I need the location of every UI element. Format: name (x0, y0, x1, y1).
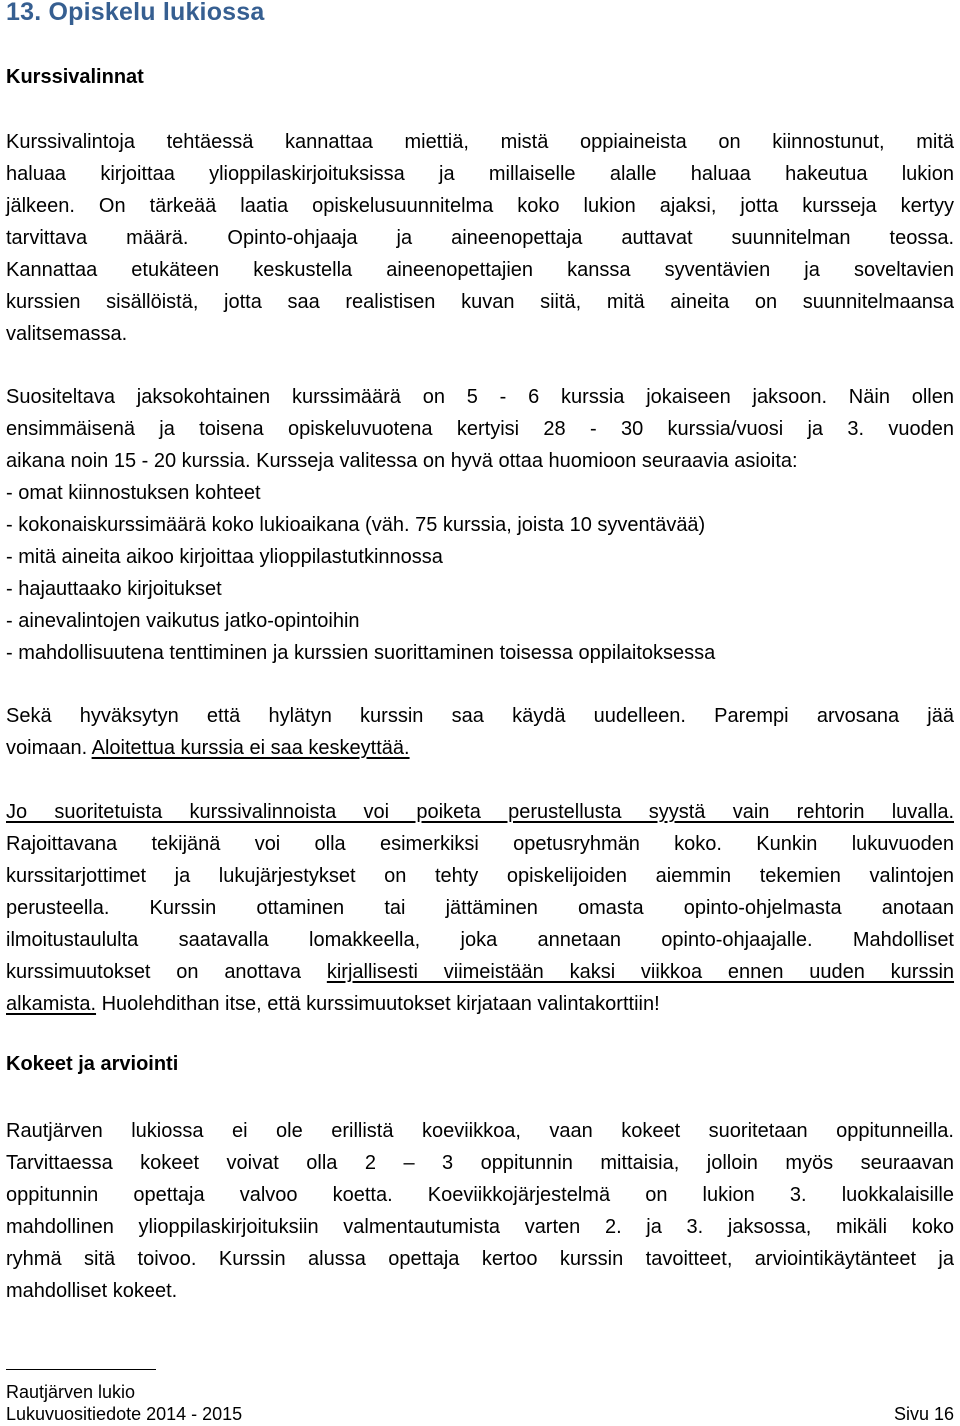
text-line: Tarvittaessa kokeet voivat olla 2 – 3 oppitunnin mittaisia, jolloin myös seuraavan (6, 1152, 954, 1174)
text-line: kurssitarjottimet ja lukujärjestykset on tehty opiskelijoiden aiemmin tekemien valintojen (6, 865, 954, 887)
section-heading-kokeet: Kokeet ja arviointi (6, 1053, 179, 1075)
text-line: mahdolliset kokeet. (6, 1280, 178, 1302)
list-item: - mahdollisuutena tenttiminen ja kurssien suorittaminen toisessa oppilaitoksessa (6, 642, 716, 664)
text-line (6, 796, 954, 828)
text-line: Rautjärven lukiossa ei ole erillistä koeviikkoa, vaan kokeet suoritetaan oppitunneilla. (6, 1120, 954, 1142)
section-heading-kurssivalinnat: Kurssivalinnat (6, 66, 144, 88)
footer-page-number: Sivu 16 (893, 1404, 954, 1424)
underlined-rule: alkamista. (6, 993, 97, 1015)
list-item: - hajauttaako kirjoitukset (6, 578, 222, 600)
footer-document: Lukuvuositiedote 2014 - 2015 (6, 1404, 243, 1424)
text-line: ryhmä sitä toivoo. Kurssin alussa opettaja kertoo kurssin tavoitteet, arviointikäytänteet ja (6, 1248, 954, 1270)
text-line: aikana noin 15 - 20 kurssia. Kursseja valitessa on hyvä ottaa huomioon seuraavia asioita: (6, 450, 798, 472)
footer-school: Rautjärven lukio (6, 1382, 136, 1402)
text-line: voimaan. Aloitettua kurssia ei saa keskeyttää. (6, 737, 410, 759)
list-item: - ainevalintojen vaikutus jatko-opintoihin (6, 610, 360, 632)
text-line: ilmoitustaululta saatavalla lomakkeella, joka annetaan opinto-ohjaajalle. Mahdolliset (6, 929, 954, 951)
text-line: oppitunnin opettaja valvoo koetta. Koeviikkojärjestelmä on lukion 3. luokkalaisille (6, 1184, 954, 1206)
text-line: ensimmäisenä ja toisena opiskeluvuotena kertyisi 28 - 30 kurssia/vuosi ja 3. vuoden (6, 418, 954, 440)
list-item: - kokonaiskurssimäärä koko lukioaikana (väh. 75 kurssia, joista 10 syventävää) (6, 514, 706, 536)
text-line: alkamista. Huolehdithan itse, että kurssimuutokset kirjataan valintakorttiin! (6, 993, 660, 1015)
paragraph-kurssimaara (6, 381, 954, 669)
text-line: kurssien sisällöistä, jotta saa realistisen kuvan siitä, mitä aineita on suunnitelmaansa (6, 291, 954, 313)
text-line: kurssimuutokset on anottava kirjallisesti viimeistään kaksi viikkoa ennen uuden kurssin (6, 961, 955, 983)
paragraph-kokeet (6, 1115, 954, 1307)
underlined-rule: kirjallisesti viimeistään kaksi viikkoa ennen uuden kurssin (326, 961, 955, 983)
underlined-rule: Aloitettua kurssia ei saa keskeyttää. (91, 737, 410, 759)
underlined-rule: Jo suoritetuista kurssivalinnoista voi poiketa perustellusta syystä vain rehtorin luvalla. (6, 801, 954, 823)
paragraph-uusiminen (6, 700, 954, 764)
text-line: haluaa kirjoittaa ylioppilaskirjoituksissa ja millaiselle alalle haluaa hakeutua lukion (6, 163, 954, 185)
text-line: Suositeltava jaksokohtainen kurssimäärä on 5 - 6 kurssia jokaiseen jaksoon. Näin ollen (6, 386, 954, 408)
list-item: - omat kiinnostuksen kohteet (6, 482, 261, 504)
text-line: mahdollinen ylioppilaskirjoituksiin valmentautumista varten 2. ja 3. jaksossa, mikäli koko (6, 1216, 954, 1238)
text-line: Kurssivalintoja tehtäessä kannattaa miettiä, mistä oppiaineista on kiinnostunut, mitä (6, 131, 954, 153)
text-line: Kannattaa etukäteen keskustella aineenopettajien kanssa syventävien ja soveltavien (6, 259, 954, 281)
paragraph-kurssimuutokset (6, 796, 954, 1020)
page-title: 13. Opiskelu lukiossa (6, 0, 265, 26)
text-line: tarvittava määrä. Opinto-ohjaaja ja aineenopettaja auttavat suunnitelman teossa. (6, 227, 954, 249)
paragraph-kurssivalinnat-intro (6, 126, 954, 350)
text-line: perusteella. Kurssin ottaminen tai jättäminen omasta opinto-ohjelmasta anotaan (6, 897, 954, 919)
footer-divider (6, 1369, 156, 1370)
list-item: - mitä aineita aikoo kirjoittaa ylioppilastutkinnossa (6, 546, 443, 568)
text-line: jälkeen. On tärkeää laatia opiskelusuunnitelma koko lukion ajaksi, jotta kursseja kertyy (6, 195, 954, 217)
text-line: Rajoittavana tekijänä voi olla esimerkiksi opetusryhmän koko. Kunkin lukuvuoden (6, 833, 954, 855)
text-line: Sekä hyväksytyn että hylätyn kurssin saa käydä uudelleen. Parempi arvosana jää (6, 705, 954, 727)
text-line: valitsemassa. (6, 323, 128, 345)
